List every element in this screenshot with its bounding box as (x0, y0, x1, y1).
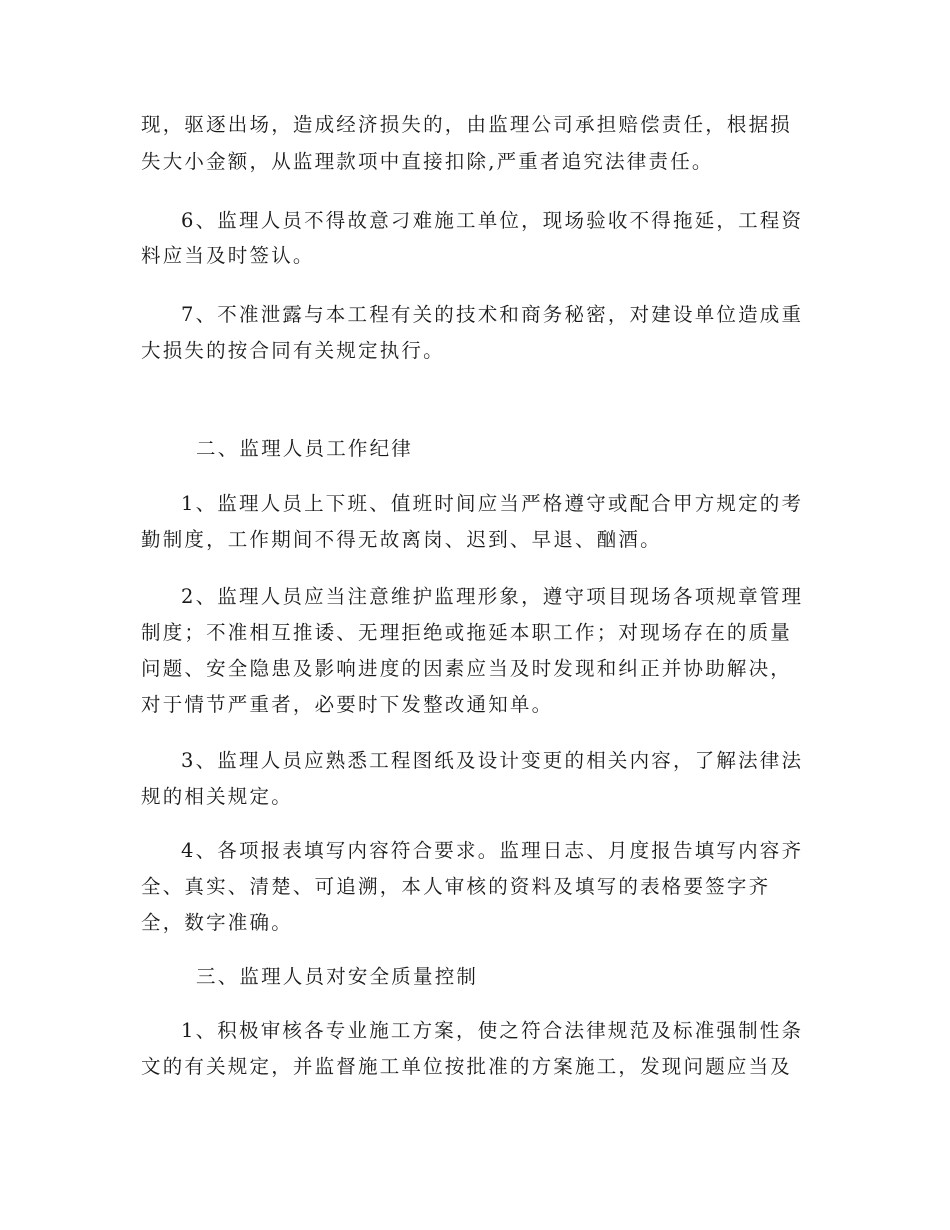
body-text-line: 勤制度，工作期间不得无故离岗、迟到、早退、酗酒。 (141, 528, 662, 551)
body-text-line: 现，驱逐出场，造成经济损失的，由监理公司承担赔偿责任，根据损 (141, 113, 793, 136)
paragraph-line: 3、监理人员应熟悉工程图纸及设计变更的相关内容，了解法律法 (181, 749, 804, 772)
body-text-line: 问题、安全隐患及影响进度的因素应当及时发现和纠正并协助解决， (141, 657, 793, 680)
body-text-line: 全，数字准确。 (141, 911, 293, 934)
body-text-line: 规的相关规定。 (141, 785, 293, 808)
body-text-line: 全、真实、清楚、可追溯，本人审核的资料及填写的表格要签字齐 (141, 875, 771, 898)
section-heading-2: 二、监理人员工作纪律 (196, 437, 414, 460)
body-text-line: 对于情节严重者，必要时下发整改通知单。 (141, 693, 554, 716)
paragraph-6-line: 6、监理人员不得故意刁难施工单位，现场验收不得拖延，工程资 (181, 209, 804, 232)
body-text-line: 制度；不准相互推诿、无理拒绝或拖延本职工作；对现场存在的质量 (141, 621, 793, 644)
paragraph-line: 1、积极审核各专业施工方案，使之符合法律规范及标准强制性条 (181, 1019, 804, 1042)
body-text-line: 大损失的按合同有关规定执行。 (141, 339, 445, 362)
paragraph-line: 2、监理人员应当注意维护监理形象，遵守项目现场各项规章管理 (181, 585, 804, 608)
body-text-line: 料应当及时签认。 (141, 244, 315, 267)
paragraph-line: 1、监理人员上下班、值班时间应当严格遵守或配合甲方规定的考 (181, 492, 804, 515)
section-heading-3: 三、监理人员对安全质量控制 (196, 965, 479, 988)
body-text-line: 文的有关规定，并监督施工单位按批准的方案施工，发现问题应当及 (141, 1055, 793, 1078)
paragraph-line: 4、各项报表填写内容符合要求。监理日志、月度报告填写内容齐 (181, 839, 804, 862)
body-text-line: 失大小金额，从监理款项中直接扣除,严重者追究法律责任。 (141, 150, 714, 173)
paragraph-7-line: 7、不准泄露与本工程有关的技术和商务秘密，对建设单位造成重 (181, 303, 804, 326)
